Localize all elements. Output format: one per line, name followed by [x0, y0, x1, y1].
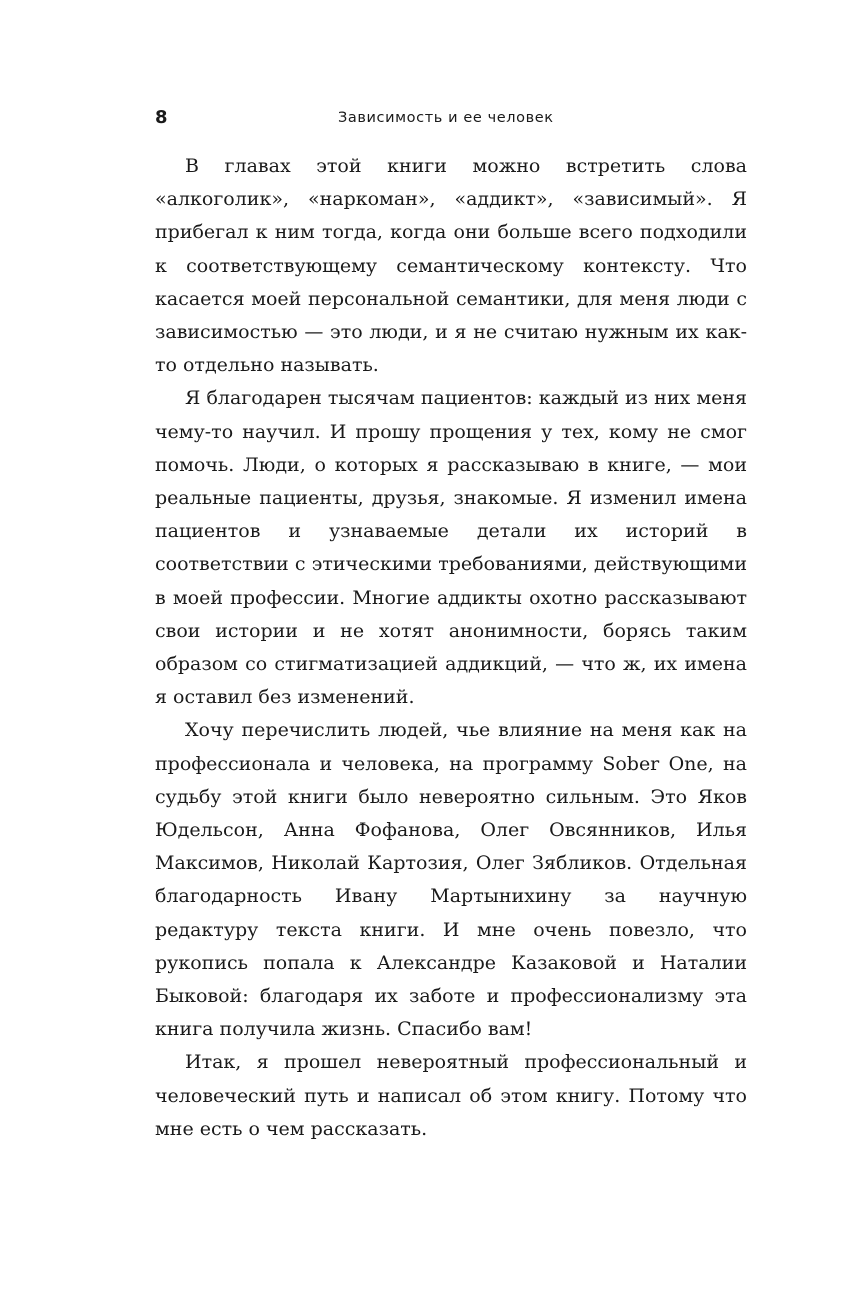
running-title: Зависимость и ее человек [338, 110, 554, 126]
paragraph-closing: Итак, я прошел невероятный профессиональный и человеческий путь и написал об этом книгу. Потому что мне есть о чем рассказать. [155, 1051, 747, 1140]
paragraph-acknowledgements: Хочу перечислить людей, чье влияние на меня как на профессионала и человека, на программу Sober One, на судьбу этой книги было невероятно сильным. Это Яков Юдельсон, Анна Фофанова, Олег Овсянников, Илья Максимов, Николай Картозия, Олег Зябликов. Отдельная благодарность Ивану Мартынихину за научную редактуру текста книги. И мне очень повезло, что рукопись попала к Александре Казаковой и Наталии Быковой: благодаря их заботе и профессионализму эта книга получила жизнь. Спасибо вам! [155, 719, 747, 1041]
paragraph-terminology: В главах этой книги можно встретить слова «алкоголик», «наркоман», «аддикт», «зависимый». Я прибегал к ним тогда, когда они больше всего подходили к соответствующему семантическому контексту. Что касается моей персональной семантики, для меня люди с зависимостью — это люди, и я не считаю нужным их как-то отдельно называть. [155, 155, 747, 377]
running-head [155, 106, 747, 130]
page-number: 8 [155, 107, 168, 128]
body-text [155, 150, 747, 1146]
paragraph-gratitude-patients: Я благодарен тысячам пациентов: каждый из них меня чему-то научил. И прошу прощения у тех, кому не смог помочь. Люди, о которых я рассказываю в книге, — мои реальные пациенты, друзья, знакомые. Я изменил имена пациентов и узнаваемые детали их историй в соответствии с этическими требованиями, действующими в моей профессии. Многие аддикты охотно рассказывают свои истории и не хотят анонимности, борясь таким образом со стигматизацией аддикций, — что ж, их имена я оставил без изменений. [155, 387, 747, 709]
